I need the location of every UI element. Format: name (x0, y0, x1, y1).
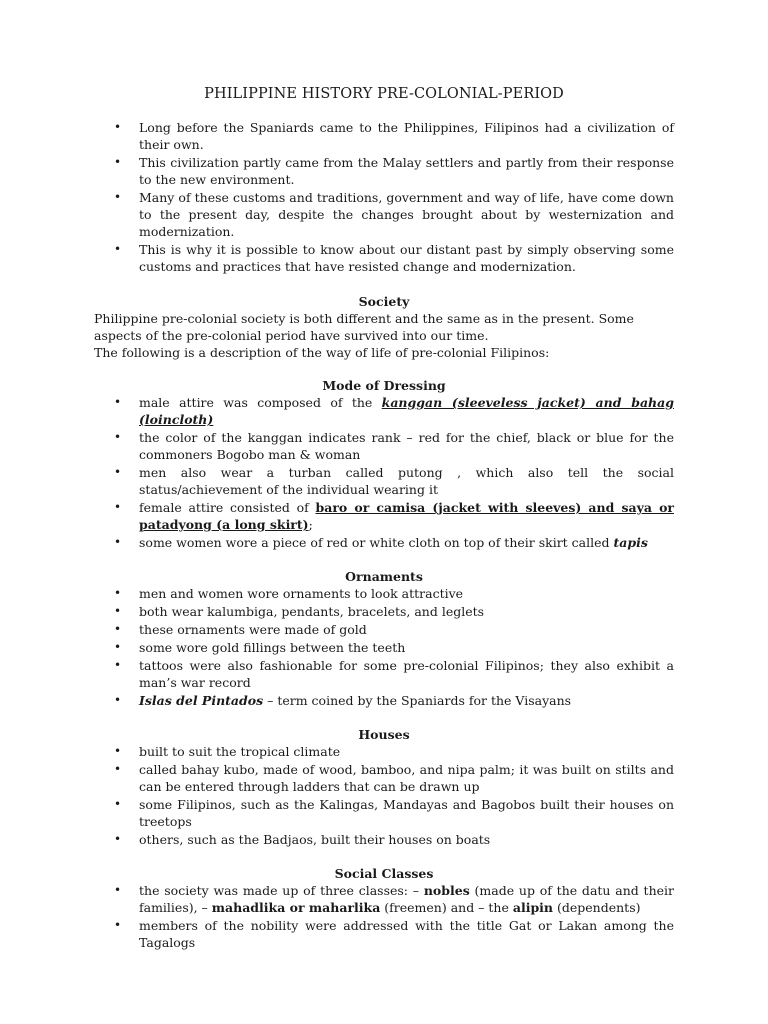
section-heading-dressing: Mode of Dressing (322, 378, 446, 393)
bullet-icon: • (114, 832, 122, 846)
bullet-icon: • (114, 797, 122, 811)
list-item-text: some Filipinos, such as the Kalingas, Mandayas and Bagobos built their houses on treetops (139, 797, 674, 829)
list-item-text: (made up of the datu and their families), – (139, 883, 674, 915)
bullet-icon: • (114, 762, 122, 776)
list-item-text: (dependents) (553, 900, 641, 915)
bullet-icon: • (114, 430, 122, 444)
bullet-icon: • (114, 744, 122, 758)
dressing-list (94, 394, 674, 551)
list-item-text: members of the nobility were addressed with the title Gat or Lakan among the Tagalogs (139, 918, 674, 950)
bullet-icon: • (114, 465, 122, 479)
list-item (94, 831, 674, 848)
list-item (94, 882, 674, 916)
list-item-text: both wear kalumbiga, pendants, bracelets, and leglets (139, 604, 485, 619)
list-item (94, 534, 674, 551)
bullet-icon: • (114, 586, 122, 600)
list-item (94, 603, 674, 620)
list-item-text: female attire consisted of (139, 500, 316, 515)
bullet-icon: • (114, 535, 122, 549)
list-item-text: built to suit the tropical climate (139, 744, 341, 759)
list-item (94, 621, 674, 638)
list-item (94, 241, 674, 275)
list-item (94, 917, 674, 951)
list-item (94, 429, 674, 463)
emphasis-text: mahadlika or maharlika (211, 900, 381, 915)
bullet-icon: • (114, 918, 122, 932)
section-heading-ornaments: Ornaments (345, 569, 423, 584)
list-item (94, 189, 674, 240)
list-item (94, 657, 674, 691)
list-item-text: the color of the kanggan indicates rank – red for the chief, black or blue for the commoners Bogobo man & woman (139, 430, 674, 462)
intro-list (94, 119, 674, 275)
bullet-icon: • (114, 242, 122, 256)
list-item-text: This civilization partly came from the Malay settlers and partly from their response to the new environment. (139, 155, 674, 187)
society-paragraph-2: The following is a description of the way of life of pre-colonial Filipinos: (94, 345, 550, 360)
list-item-text: (freemen) and – the (380, 900, 513, 915)
bullet-icon: • (114, 693, 122, 707)
emphasis-text: alipin (512, 900, 554, 915)
list-item-text: men and women wore ornaments to look attractive (139, 586, 464, 601)
section-heading-social-classes: Social Classes (334, 866, 434, 881)
list-item-text: men also wear a turban called putong , which also tell the social status/achievement of the individual wearing it (139, 465, 674, 497)
list-item-text: these ornaments were made of gold (139, 622, 367, 637)
section-heading-society: Society (358, 294, 410, 309)
bullet-icon: • (114, 883, 122, 897)
list-item-text: Long before the Spaniards came to the Philippines, Filipinos had a civilization of their own. (139, 120, 674, 152)
list-item (94, 464, 674, 498)
section-heading-houses: Houses (358, 727, 410, 742)
list-item (94, 499, 674, 533)
list-item-text: others, such as the Badjaos, built their houses on boats (139, 832, 491, 847)
list-item-text: tattoos were also fashionable for some pre-colonial Filipinos; they also exhibit a man’s war record (139, 658, 674, 690)
emphasis-text: tapis (613, 535, 648, 550)
list-item-text: the society was made up of three classes: – (139, 883, 424, 898)
list-item-text: – term coined by the Spaniards for the Visayans (263, 693, 572, 708)
bullet-icon: • (114, 395, 122, 409)
society-paragraph: Philippine pre-colonial society is both different and the same as in the present. Some aspects of the pre-colonial period have survived into our time. (94, 311, 634, 343)
emphasis-text: nobles (423, 883, 470, 898)
bullet-icon: • (114, 622, 122, 636)
bullet-icon: • (114, 120, 122, 134)
list-item (94, 796, 674, 830)
emphasis-text: Islas del Pintados (139, 693, 264, 708)
bullet-icon: • (114, 500, 122, 514)
emphasis-text: baro or camisa (jacket with sleeves) and saya or patadyong (a long skirt) (139, 500, 674, 532)
list-item-text: This is why it is possible to know about our distant past by simply observing some customs and practices that have resisted change and modernization. (139, 242, 674, 274)
list-item (94, 692, 674, 709)
list-item (94, 119, 674, 153)
ornaments-list (94, 585, 674, 709)
list-item (94, 154, 674, 188)
list-item (94, 761, 674, 795)
bullet-icon: • (114, 155, 122, 169)
social-classes-list (94, 882, 674, 951)
list-item (94, 394, 674, 428)
list-item (94, 639, 674, 656)
list-item-text: ; (308, 517, 313, 532)
houses-list (94, 743, 674, 848)
bullet-icon: • (114, 658, 122, 672)
list-item-text: some wore gold fillings between the teeth (139, 640, 406, 655)
emphasis-text: kanggan (sleeveless jacket) and bahag (loincloth) (139, 395, 674, 427)
list-item-text: some women wore a piece of red or white cloth on top of their skirt called (139, 535, 614, 550)
list-item-text: male attire was composed of the (139, 395, 382, 410)
list-item-text: Many of these customs and traditions, government and way of life, have come down to the present day, despite the changes brought about by westernization and modernization. (139, 190, 674, 239)
list-item (94, 585, 674, 602)
bullet-icon: • (114, 604, 122, 618)
bullet-icon: • (114, 640, 122, 654)
page-title: PHILIPPINE HISTORY PRE-COLONIAL-PERIOD (204, 86, 564, 102)
bullet-icon: • (114, 190, 122, 204)
list-item-text: called bahay kubo, made of wood, bamboo, and nipa palm; it was built on stilts and can be entered through ladders that can be drawn up (139, 762, 674, 794)
list-item (94, 743, 674, 760)
